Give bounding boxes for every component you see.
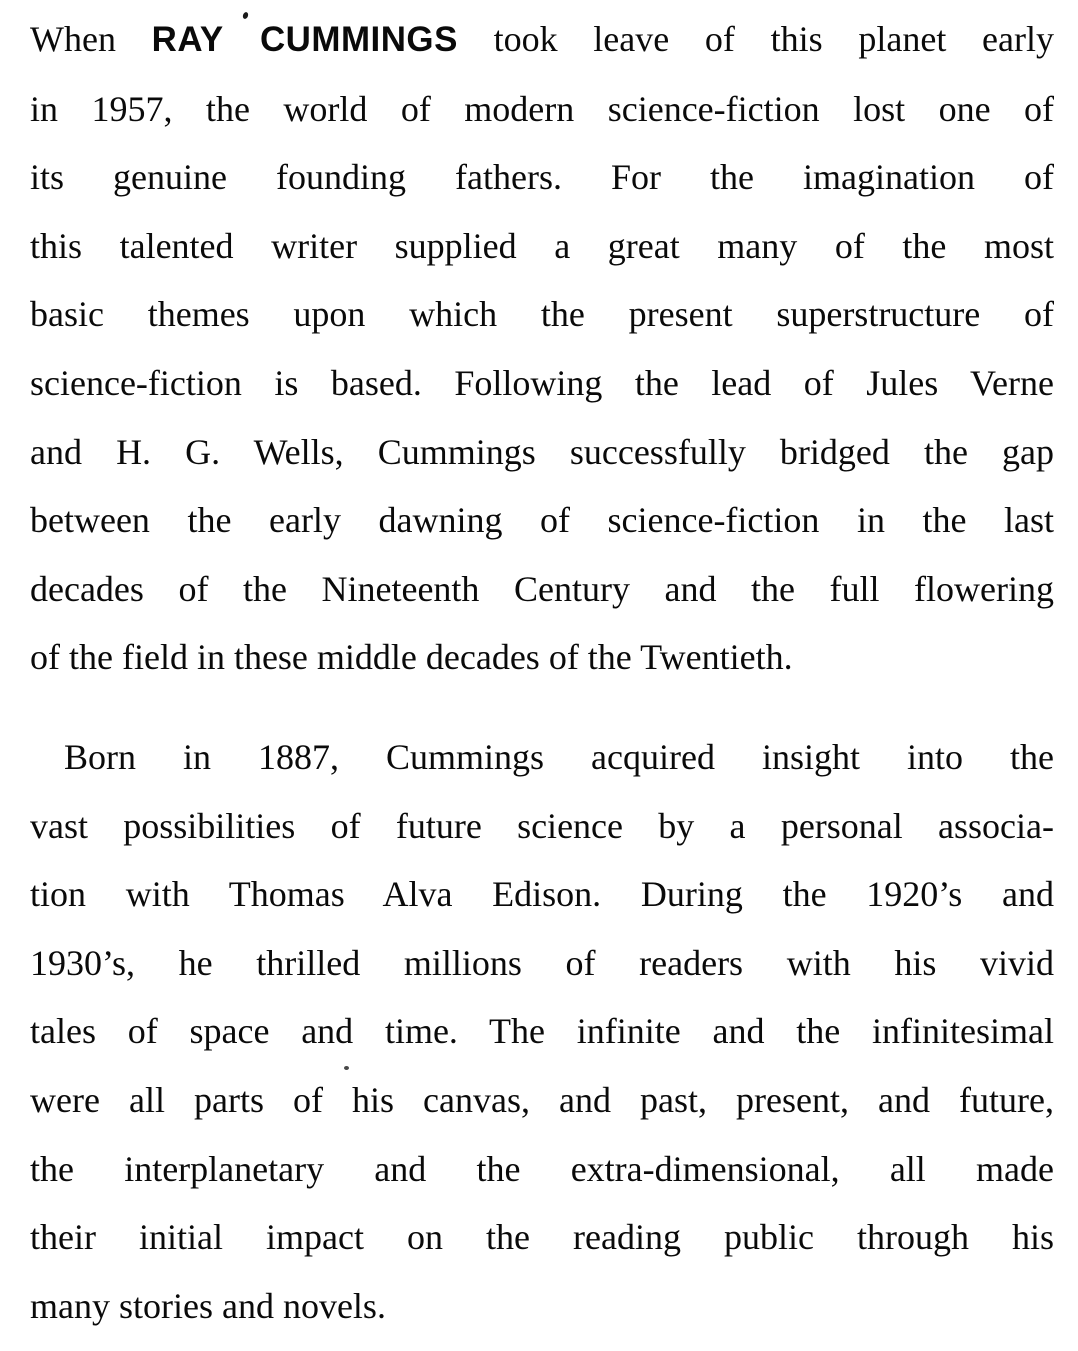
text-line: basic themes upon which the present superstructure of [30,294,1054,335]
text-line: between the early dawning of science-fiction in the last [30,500,1054,541]
text-line: in 1957, the world of modern science-fiction lost one of [30,88,1054,129]
text-line [30,5,1054,75]
text-line: and H. G. Wells, Cummings successfully bridged the gap [30,431,1054,472]
author-name: RAY CUMMINGS [151,20,458,59]
text-line: were all parts of his canvas, and past, present, and future, [30,1079,1054,1120]
text-line: of the field in these middle decades of the Twentieth. [30,637,793,678]
paragraph-intro [30,5,1054,692]
text-line: Born in 1887, Cummings acquired insight into the [64,736,1054,777]
paragraph-biography [30,723,1054,1340]
text-line: science-fiction is based. Following the lead of Jules Verne [30,362,1054,403]
text-line: the interplanetary and the extra-dimensional, all made [30,1148,1054,1189]
text-line: this talented writer supplied a great many of the most [30,225,1054,266]
text-line: its genuine founding fathers. For the imagination of [30,157,1054,198]
text-segment: When [30,19,152,59]
text-line: their initial impact on the reading public through his [30,1217,1054,1258]
text-line: many stories and novels. [30,1285,386,1326]
text-line: tion with Thomas Alva Edison. During the 1920’s and [30,874,1054,915]
text-line: tales of space and time. The infinite and the infinitesimal [30,1011,1054,1052]
text-line: decades of the Nineteenth Century and the full flowering [30,568,1054,609]
text-segment: took leave of this planet early [457,19,1054,59]
text-line: vast possibilities of future science by a personal associa- [30,805,1054,846]
scan-speck [344,1066,349,1070]
text-line: 1930’s, he thrilled millions of readers with his vivid [30,942,1054,983]
